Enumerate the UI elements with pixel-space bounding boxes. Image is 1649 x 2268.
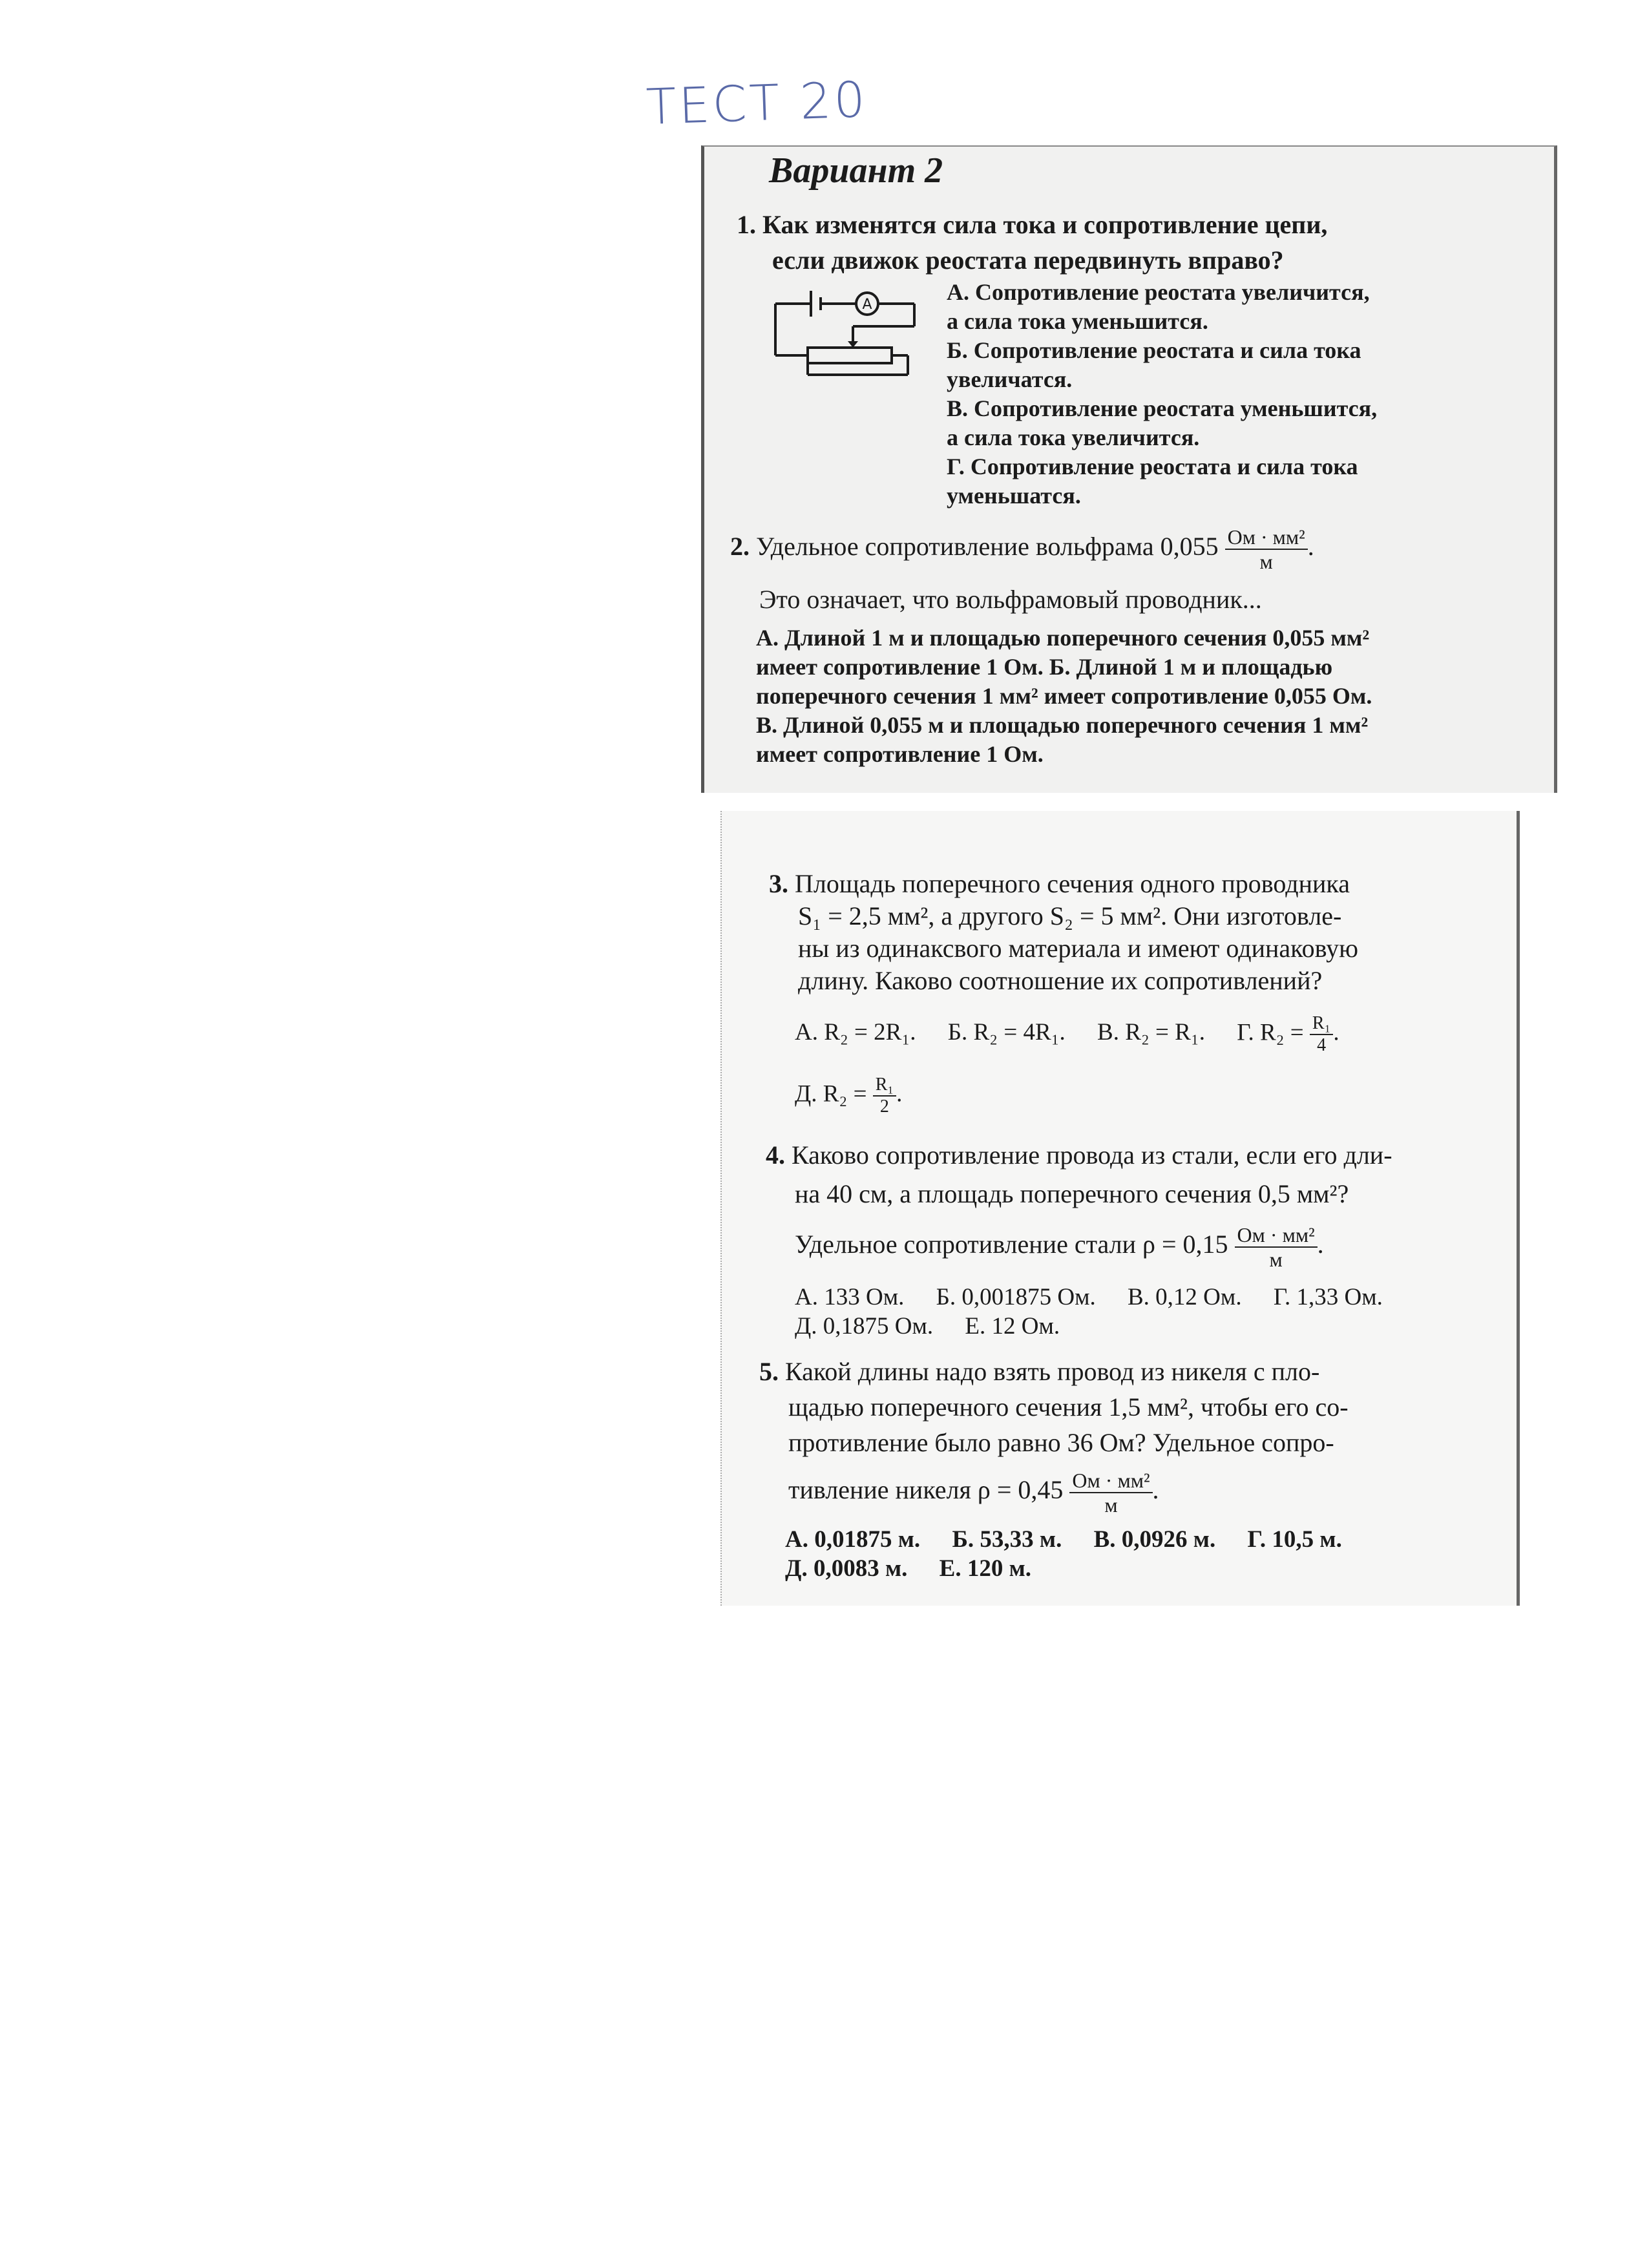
question-4-answers-row1 [795,1283,1383,1312]
question-1-option-a-line2: а сила тока уменьшится. [947,308,1208,334]
resistivity-unit: $\frac{\text{Ом · мм²}}{м}$ [1225,527,1308,572]
variant-title: Вариант 2 [769,151,943,191]
question-3-options-row1 [795,1014,1480,1055]
question-5-option-e: Е. 120 м. [939,1555,1032,1582]
question-3-option-b: Б. R₂ = 4R₁. [947,1019,1066,1046]
question-5-option-g: Г. 10,5 м. [1247,1526,1342,1553]
nickel-resistivity-unit: $\frac{\text{Ом · мм²}}{м}$ [1069,1470,1152,1515]
question-3-number: 3. [769,869,788,898]
question-3-option-a: А. R₂ = 2R₁. [795,1019,916,1046]
question-1-option-a-line1: А. Сопротивление реостата увеличится, [947,279,1370,305]
handwritten-test-number: ТЕСТ 20 [645,70,869,136]
question-4-option-b: Б. 0,001875 Ом. [936,1284,1096,1310]
question-3 [769,869,1350,898]
question-5-option-d: Д. 0,0083 м. [785,1555,908,1582]
question-3-option-g: Г. R₂ = $\frac{\text{R₁}}{4}$ . [1237,1013,1339,1055]
question-2-answers-line4: В. Длиной 0,055 м и площадью поперечного сечения 1 мм² [756,712,1369,738]
question-4-option-d: Д. 0,1875 Ом. [795,1313,934,1339]
question-3-line3: ны из одинаксвого материала и имеют одинаковую [798,934,1358,963]
question-2-answers-line5: имеет сопротивление 1 Ом. [756,741,1044,767]
question-5-line3: противление было равно 36 Ом? Удельное сопро- [788,1428,1334,1457]
question-4-line3: Удельное сопротивление стали ρ = 0,15 $\frac{\text{Ом · мм²}}{м}$ . [795,1223,1324,1271]
question-4-line1: Каково сопротивление провода из стали, если его дли- [792,1140,1392,1170]
question-3-option-v: В. R₂ = R₁. [1097,1019,1205,1046]
question-1-number: 1. [737,210,756,239]
question-5 [759,1357,1319,1386]
question-5-answers-row2 [785,1554,1057,1583]
question-1-line2: если движок реостата передвинуть вправо? [772,246,1284,275]
question-4-option-e: Е. 12 Ом. [965,1313,1060,1339]
question-2-line2: Это означает, что вольфрамовый проводник... [759,585,1262,614]
question-1-option-b-line2: увеличатся. [947,366,1073,392]
question-3-option-d: Д. R₂ = $\frac{\text{R₁}}{2}$ . [795,1075,903,1117]
question-2: 2. Удельное сопротивление вольфрама 0,055 $\frac{\text{Ом · мм²}}{м}$ . [730,525,1314,573]
question-3-line1: Площадь поперечного сечения одного проводника [795,869,1350,898]
question-1-option-g-line2: уменьшатся. [947,483,1081,509]
question-2-answers-line3: поперечного сечения 1 мм² имеет сопротивление 0,055 Ом. [756,683,1372,709]
question-4-number: 4. [766,1140,785,1170]
question-5-answers-row1 [785,1525,1342,1554]
question-2-answers-line2: имеет сопротивление 1 Ом. Б. Длиной 1 м и площадью [756,654,1333,680]
question-5-option-a: А. 0,01875 м. [785,1526,921,1553]
question-4-line2: на 40 см, а площадь поперечного сечения 0,5 мм²? [795,1179,1349,1208]
question-2-text: Удельное сопротивление вольфрама 0,055 [756,532,1219,562]
question-4-option-a: А. 133 Ом. [795,1284,905,1310]
question-4-option-v: В. 0,12 Ом. [1128,1284,1242,1310]
question-5-option-b: Б. 53,33 м. [952,1526,1062,1553]
question-2-number: 2. [730,532,750,562]
question-4-option-g: Г. 1,33 Ом. [1273,1284,1383,1310]
question-3-line4: длину. Каково соотношение их сопротивлений? [798,966,1323,995]
question-5-line2: щадью поперечного сечения 1,5 мм², чтобы его со- [788,1392,1349,1422]
question-1 [737,210,1327,239]
question-2-answers-line1: А. Длиной 1 м и площадью поперечного сечения 0,055 мм² [756,625,1370,651]
steel-resistivity-unit: $\frac{\text{Ом · мм²}}{м}$ [1235,1224,1318,1270]
rheostat-icon [808,348,892,363]
question-5-number: 5. [759,1357,779,1386]
question-1-option-v-line1: В. Сопротивление реостата уменьшится, [947,395,1378,421]
question-5-option-v: В. 0,0926 м. [1093,1526,1216,1553]
question-4 [766,1140,1392,1170]
question-5-line1: Какой длины надо взять провод из никеля с пло- [785,1357,1320,1386]
question-1-option-g-line1: Г. Сопротивление реостата и сила тока [947,454,1358,479]
question-4-answers-row2 [795,1312,1086,1341]
question-3-line2: S₁ = 2,5 мм², а другого S₂ = 5 мм². Они изготовле- [798,901,1342,930]
question-1-option-v-line2: а сила тока увеличится. [947,425,1200,450]
question-1-text-line1: Как изменятся сила тока и сопротивление цепи, [762,210,1328,239]
question-1-option-b-line1: Б. Сопротивление реостата и сила тока [947,337,1361,363]
circuit-diagram [769,284,924,381]
question-5-line4: тивление никеля ρ = 0,45 $\frac{\text{Ом · мм²}}{м}$ . [788,1469,1159,1517]
ammeter-label: A [862,297,872,313]
